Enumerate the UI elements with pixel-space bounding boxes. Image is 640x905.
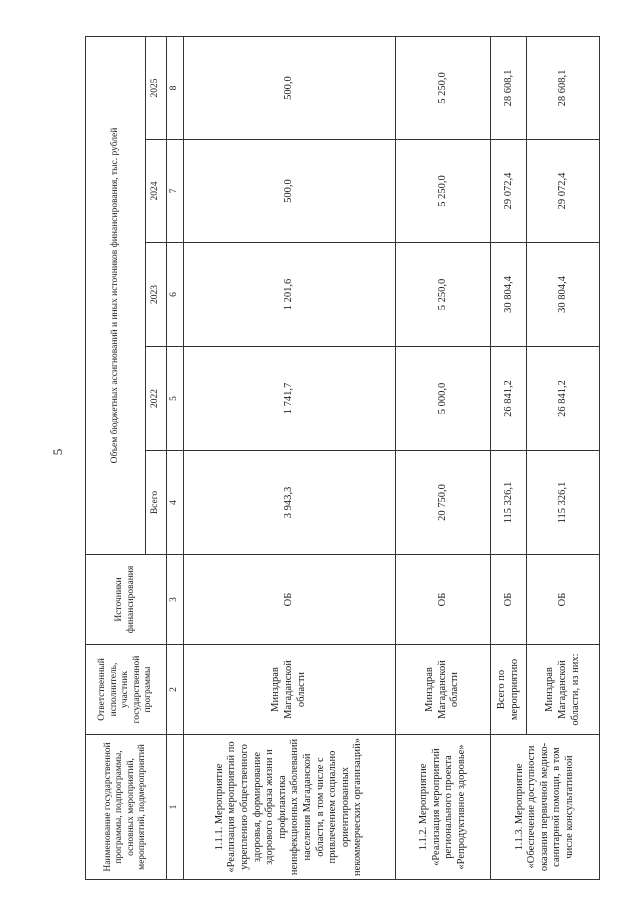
header-year: 2024	[146, 140, 167, 243]
table-row	[395, 37, 490, 880]
row-executor: Всего по мероприятию	[491, 645, 527, 735]
row-value: 500,0	[183, 140, 395, 243]
header-funding: Объем бюджетных ассигнований и иных источников финансирования, тыс. рублей	[86, 37, 146, 555]
column-number: 2	[166, 645, 183, 735]
row-source: ОБ	[183, 555, 395, 645]
row-value: 5 250,0	[395, 243, 490, 347]
column-number: 7	[166, 140, 183, 243]
row-value: 29 072,4	[491, 140, 527, 243]
column-number: 1	[166, 735, 183, 880]
page-number: 5	[50, 448, 65, 456]
row-value: 1 741,7	[183, 347, 395, 451]
header-executor: Ответственный исполнитель, участник государственной программы	[86, 645, 167, 735]
rotated-table-container	[85, 37, 600, 880]
row-value: 29 072,4	[527, 140, 600, 243]
header-total: Всего	[146, 451, 167, 555]
header-row	[86, 37, 146, 880]
row-source: ОБ	[491, 555, 527, 645]
row-value: 30 804,4	[527, 243, 600, 347]
row-source: ОБ	[527, 555, 600, 645]
row-executor: Минздрав Магаданской области, из них:	[527, 645, 600, 735]
table-row	[183, 37, 395, 880]
header-source: Источники финансирования	[86, 555, 167, 645]
header-year: 2025	[146, 37, 167, 140]
row-value: 28 608,1	[491, 37, 527, 140]
row-value: 26 841,2	[527, 347, 600, 451]
column-number: 4	[166, 451, 183, 555]
row-value: 28 608,1	[527, 37, 600, 140]
row-source: ОБ	[395, 555, 490, 645]
row-value: 5 000,0	[395, 347, 490, 451]
row-name: 1.1.2. Мероприятие «Реализация мероприятий регионального проекта «Репродуктивное здоровье»	[395, 735, 490, 880]
column-number: 6	[166, 243, 183, 347]
column-numbers-row	[166, 37, 183, 880]
row-total: 115 326,1	[491, 451, 527, 555]
row-total: 20 750,0	[395, 451, 490, 555]
column-number: 3	[166, 555, 183, 645]
table-row	[491, 37, 527, 880]
row-value: 5 250,0	[395, 140, 490, 243]
header-name: Наименование государственной программы, подпрограммы, основных мероприятий, мероприятий, подмероприятий	[86, 735, 167, 880]
column-number: 8	[166, 37, 183, 140]
row-executor: Минздрав Магаданской области	[183, 645, 395, 735]
row-value: 5 250,0	[395, 37, 490, 140]
row-value: 1 201,6	[183, 243, 395, 347]
row-executor: Минздрав Магаданской области	[395, 645, 490, 735]
row-total: 115 326,1	[527, 451, 600, 555]
row-value: 500,0	[183, 37, 395, 140]
column-number: 5	[166, 347, 183, 451]
row-name: 1.1.3. Мероприятие «Обеспечение доступности оказания первичной медико-санитарной помощи, в том числе консультативной	[491, 735, 600, 880]
header-year: 2022	[146, 347, 167, 451]
row-total: 3 943,3	[183, 451, 395, 555]
row-value: 30 804,4	[491, 243, 527, 347]
row-value: 26 841,2	[491, 347, 527, 451]
header-year: 2023	[146, 243, 167, 347]
budget-table	[85, 36, 600, 880]
row-name: 1.1.1. Мероприятие «Реализация мероприятий по укреплению общественного здоровья, формирование здорового образа жизни и профилактика неинфекционных заболеваний населения Магаданской области, в том числе с привлечением социально ориентированных некоммерческих организаций»	[183, 735, 395, 880]
